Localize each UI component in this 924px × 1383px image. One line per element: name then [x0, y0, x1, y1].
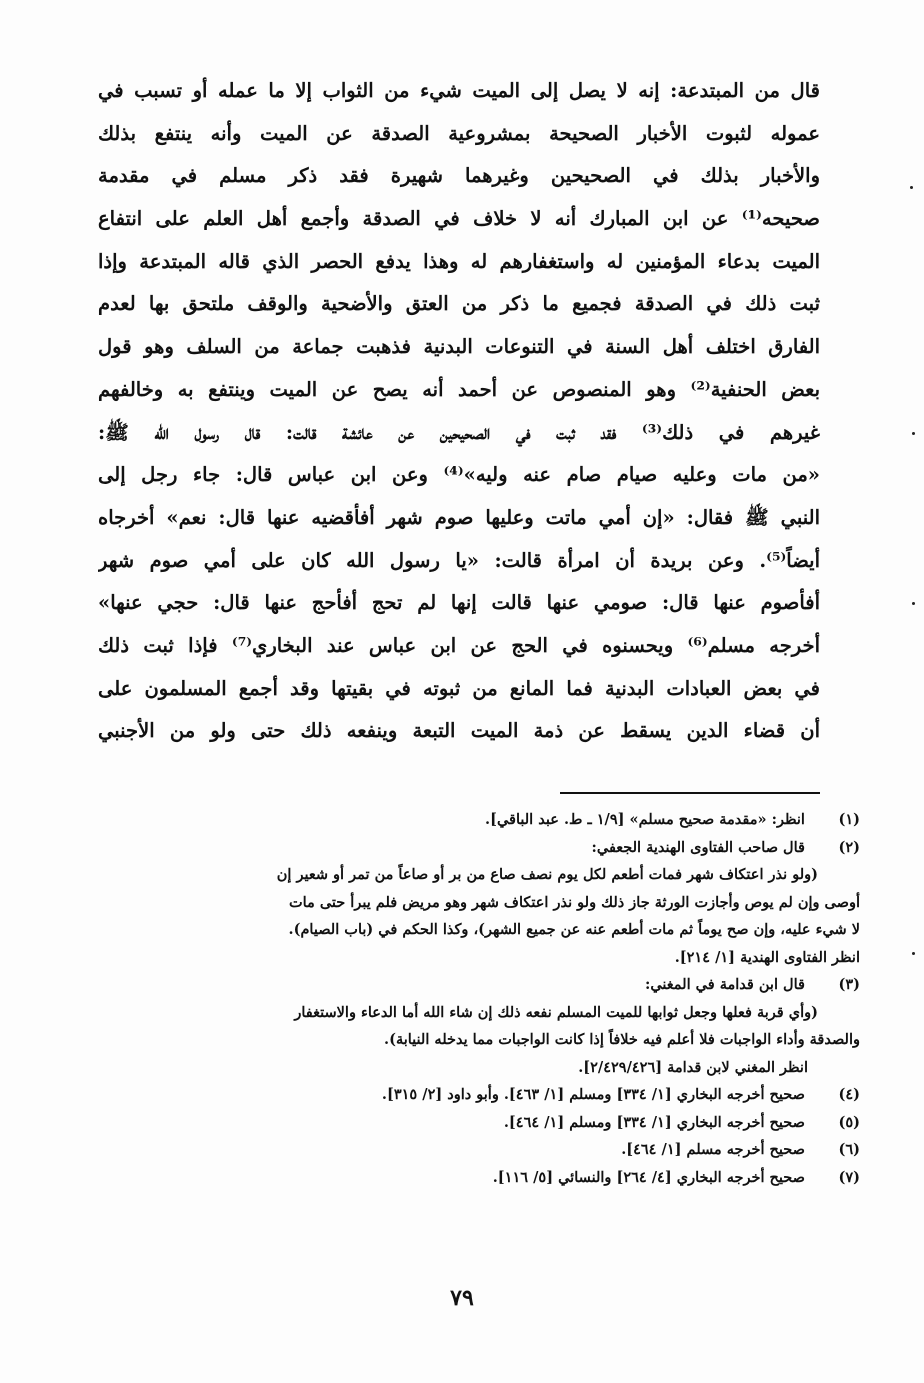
text-line: أخرجه مسلم⁽⁶⁾ ويحسنوه في الحج عن ابن عباس عند البخاري⁽⁷⁾ فإذا ثبت ذلك [98, 633, 820, 657]
footnote-2-line: انظر الفتاوى الهندية [١/ ٢١٤]. [674, 948, 860, 966]
text-line: عموله لثبوت الأخبار الصحيحة بمشروعية الصدقة عن الميت وأنه ينتفع بذلك [98, 121, 820, 145]
footnote-number: (٦) [838, 1141, 860, 1158]
footnote-number: (٤) [838, 1086, 860, 1103]
footnote-text: قال صاحب الفتاوى الهندية الجعفي: [591, 838, 805, 856]
footnote-3 [98, 971, 860, 999]
footnote-2 [98, 834, 860, 862]
footnote-number: (٧) [838, 1168, 860, 1186]
text-line: ثبت ذلك في الصدقة فجميع ما ذكر من العتق والأضحية والوقف ملتحق بها لعدم [98, 292, 820, 316]
text-line: بعض الحنفية⁽²⁾ وهو المنصوص عن أحمد أنه يصح عن الميت وينتفع به وخالفهم [98, 377, 820, 401]
footnote-1 [98, 806, 860, 834]
text-line: الفارق اختلف أهل السنة في التنوعات البدنية فذهبت جماعة من السلف وهو قول [98, 335, 820, 359]
margin-dot [912, 602, 915, 605]
page-number: ٧٩ [450, 1285, 474, 1311]
footnote-number: (٥) [838, 1113, 860, 1131]
footnote-separator [560, 792, 820, 794]
footnote-6 [98, 1136, 860, 1164]
text-line: النبي ﷺ فقال: «إن أمي ماتت وعليها صوم شهر أفأقضيه عنها قال: نعم» أخرجاه [98, 505, 820, 529]
footnote-number: (١) [838, 811, 860, 828]
margin-dot [912, 432, 915, 435]
text-line: أن قضاء الدين يسقط عن ذمة الميت التبعة وينفعه ذلك حتى ولو من الأجنبي [98, 719, 820, 743]
text-line: الميت بدعاء المؤمنين له واستغفارهم له وهذا يدفع الحصر الذي قاله المبتدعة وإذا [98, 249, 820, 273]
footnote-text: صحيح أخرجه البخاري [٤/ ٢٦٤] والنسائي [٥/ ١١٦]. [492, 1168, 805, 1186]
footnote-2-line: (ولو نذر اعتكاف شهر فمات أطعم لكل يوم نصف صاع من بر أو صاعاً من تمر أو شعير إن [276, 866, 818, 883]
footnote-5 [98, 1109, 860, 1137]
margin-dot [910, 186, 913, 189]
text-line: «من مات وعليه صيام صام عنه وليه»⁽⁴⁾ وعن ابن عباس قال: جاء رجل إلى [98, 463, 820, 487]
footnote-text: صحيح أخرجه مسلم [١/ ٤٦٤]. [621, 1141, 805, 1158]
footnote-3-line: والصدقة وأداء الواجبات فلا أعلم فيه خلافاً إذا كانت الواجبات مما يدخله النيابة). [384, 1031, 860, 1048]
text-line: صحيحه⁽¹⁾ عن ابن المبارك أنه لا خلاف في الصدقة وأجمع أهل العلم على انتفاع [98, 207, 820, 231]
footnote-text: انظر: «مقدمة صحيح مسلم» [١/٩ ـ ط. عبد الباقي]. [485, 811, 805, 828]
footnote-7 [98, 1164, 860, 1192]
footnote-2-line: أوصى وإن لم يوص وأجازت الورثة جاز ذلك ولو نذر اعتكاف شهر وهو مريض فلم يبرأ حتى مات [288, 893, 860, 911]
text-line: أفأصوم عنها قال: صومي عنها قالت إنها لم تحج أفأحج عنها قال: حجي عنها» [98, 591, 820, 615]
margin-dot [912, 952, 915, 955]
footnote-4 [98, 1081, 860, 1109]
footnote-text: قال ابن قدامة في المغني: [644, 976, 805, 993]
footnote-text: صحيح أخرجه البخاري [١/ ٣٣٤] ومسلم [١/ ٤٦٣]. وأبو داود [٢/ ٣١٥]. [381, 1086, 805, 1103]
main-text [98, 70, 820, 753]
text-line: في بعض العبادات البدنية فما المانع من ثبوته في بقيتها وقد أجمع المسلمون على [98, 676, 820, 700]
footnote-3-line: انظر المغني لابن قدامة [٢/٤٢٩/٤٢٦]. [578, 1058, 808, 1076]
footnote-number: (٣) [838, 976, 860, 993]
footnote-2-line: لا شيء عليه، وإن صح يوماً ثم مات أطعم عنه عن جميع الشهر)، وكذا الحكم في (باب الصيام). [288, 921, 860, 938]
text-line: أيضاً⁽⁵⁾. وعن بريدة أن امرأة قالت: «يا رسول الله كان على أمي صوم شهر [98, 548, 820, 572]
footnotes [98, 806, 860, 1191]
text-line: والأخبار بذلك في الصحيحين وغيرهما شهيرة فقد ذكر مسلم في مقدمة [98, 164, 820, 188]
footnote-number: (٢) [838, 838, 860, 856]
text-line: غيرهم في ذلك⁽³⁾ فقد ثبت في الصحيحين عن عائشة قالت: قال رسول الله ﷺ: [98, 420, 820, 444]
footnote-3-line: (وأي قربة فعلها وجعل ثوابها للميت المسلم نفعه ذلك إن شاء الله أما الدعاء والاستغفار [294, 1003, 818, 1021]
text-line: قال من المبتدعة: إنه لا يصل إلى الميت شيء من الثواب إلا ما عمله أو تسبب في [98, 79, 820, 102]
footnote-text: صحيح أخرجه البخاري [١/ ٣٣٤] ومسلم [١/ ٤٦٤]. [503, 1113, 805, 1131]
